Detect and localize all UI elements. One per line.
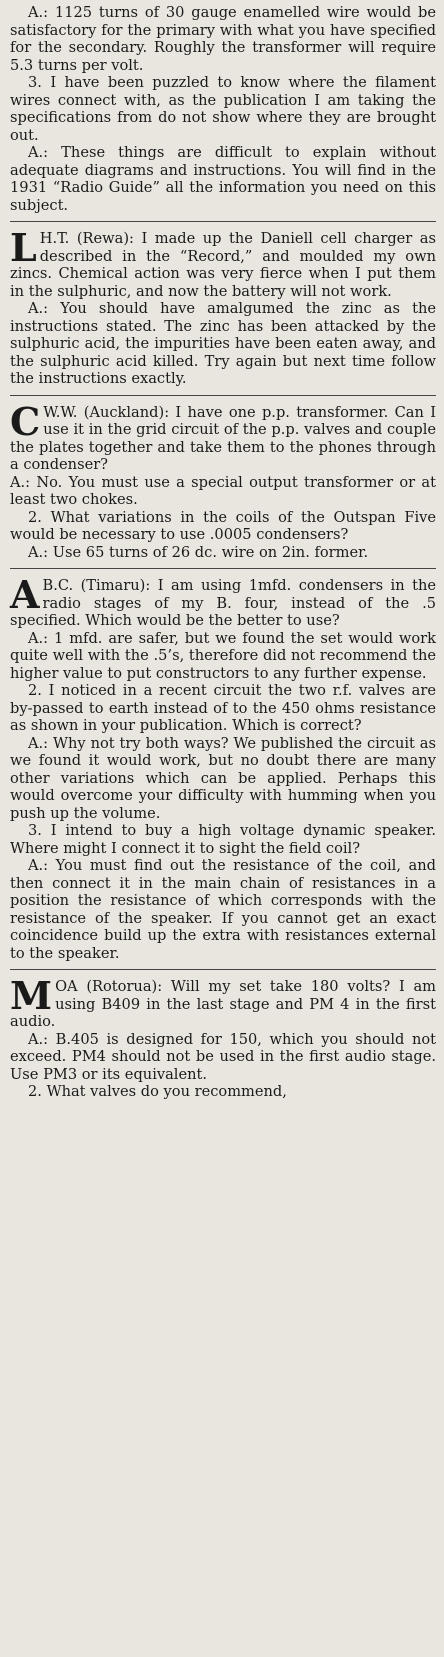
answer-paragraph: A.: Use 65 turns of 26 dc. wire on 2in. former. [28,543,369,561]
drop-cap: L [10,225,37,270]
question-paragraph: 2. What valves do you recommend, [28,1083,287,1100]
section-divider [10,395,436,396]
section-divider [10,969,436,970]
question-paragraph: 3. I have been puzzled to know where the filament wires connect with, as the publication I am taking the specifications from do not show where they are brought out. [10,74,436,144]
letter-question: B.C. (Timaru): I am using 1mfd. condensers in the radio stages of my B. four, instead of the .5 specified. Which would be the better to use? [10,577,436,629]
section-divider [10,568,436,569]
question-paragraph: 3. I intend to buy a high voltage dynamic speaker. Where might I connect it to sight the field coil? [10,822,436,857]
letter-question: W.W. (Auckland): I have one p.p. transformer. Can I use it in the grid circuit of the p.p. valves and couple the plates together and take them to the phones through a condenser? [10,403,436,473]
letter-question: H.T. (Rewa): I made up the Daniell cell charger as described in the “Record,” and moulded my own zincs. Chemical action was very fierce when I put them in the sulphuric, and now the battery will not work. [10,230,436,300]
answer-paragraph: A.: Why not try both ways? We published the circuit as we found it would work, but no doubt there are many other variations which can be applied. Perhaps this would overcome your difficulty with humming when you push up the volume. [10,734,436,822]
answer-paragraph: A.: No. You must use a special output transformer or at least two chokes. [10,473,436,508]
drop-cap: C [10,398,41,444]
drop-cap: A [10,572,40,617]
intro-section [10,4,436,214]
answer-paragraph: A.: 1 mfd. are safer, but we found the set would work quite well with the .5’s, therefore did not recommend the higher value to put constructors to any further expense. [10,629,436,682]
section-divider [10,221,436,222]
letter-question: OA (Rotorua): Will my set take 180 volts? I am using B409 in the last stage and PM 4 in the first audio. [10,978,436,1030]
answer-paragraph: A.: B.405 is designed for 150, which you should not exceed. PM4 should not be used in the first audio stage. Use PM3 or its equivalent. [10,1030,436,1083]
answer-paragraph: A.: You must find out the resistance of the coil, and then connect it in the main chain of resistances in a position the resistance of which corresponds with the resistance of the speaker. If you cannot get an exact coincidence build up the extra with resistances external to the speaker. [10,857,436,962]
letter-rewa [10,225,436,388]
question-paragraph: 2. What variations in the coils of the Outspan Five would be necessary to use .0005 condensers? [10,508,436,543]
letter-timaru [10,572,436,962]
question-paragraph: 2. I noticed in a recent circuit the two r.f. valves are by-passed to earth instead of to the 450 ohms resistance as shown in your publication. Which is correct? [10,682,436,734]
answer-paragraph: A.: 1125 turns of 30 gauge enamelled wire would be satisfactory for the primary with what you have specified for the secondary. Roughly the transformer will require 5.3 turns per volt. [10,4,436,74]
letter-rotorua [10,973,436,1101]
drop-cap: M [10,973,53,1018]
answer-paragraph: A.: These things are difficult to explain without adequate diagrams and instructions. You will find in the 1931 “Radio Guide” all the information you need on this subject. [10,144,436,214]
letter-auckland [10,398,436,562]
answer-paragraph: A.: You should have amalgumed the zinc as the instructions stated. The zinc has been attacked by the sulphuric acid, the impurities have been eaten away, and the sulphuric acid killed. Try again but next time follow the instructions exactly. [10,300,436,387]
